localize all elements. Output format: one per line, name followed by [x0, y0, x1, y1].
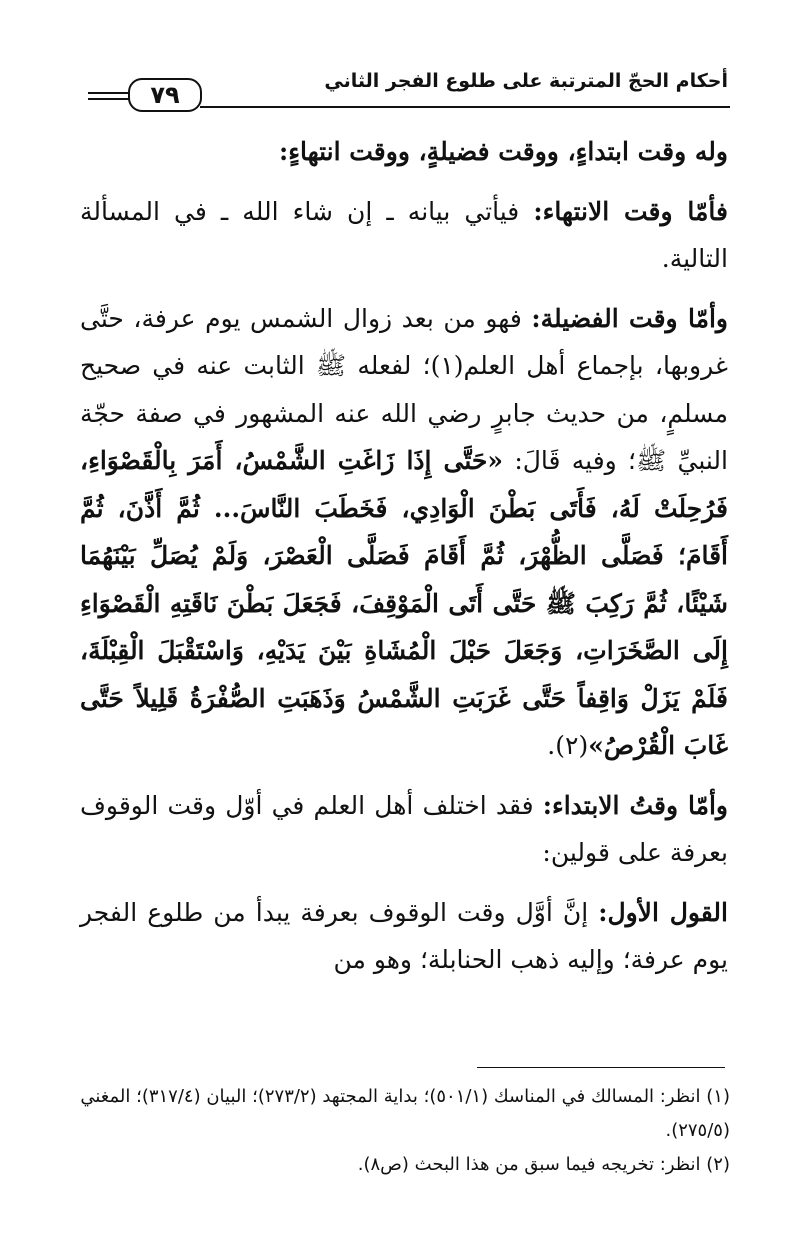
- paragraph-lead: القول الأول:: [598, 897, 728, 927]
- paragraph-text: فهو من بعد زوال الشمس يوم عرفة، حتَّى غروبها، بإجماع أهل العلم(١)؛ لفعله ﷺ الثابت عنه في صحيح مسلمٍ، من حديث جابرٍ رضي الله عنه المشهور في صفة حجّة النبيِّ ﷺ؛ وفيه قَالَ:: [80, 303, 728, 475]
- paragraph: [80, 782, 728, 877]
- paragraph-text: فقد اختلف أهل العلم في أوّل وقت الوقوف بعرفة على قولين:: [80, 790, 728, 867]
- paragraph: [80, 295, 728, 770]
- hadith-quote: «حَتَّى إِذَا زَاغَتِ الشَّمْسُ، أَمَرَ بِالْقَصْوَاءِ، فَرُحِلَتْ لَهُ، فَأَتَى بَطْنَ الْوَادِي، فَخَطَبَ النَّاسَ... ثُمَّ أَذَّنَ، ثُمَّ أَقَامَ؛ فَصَلَّى الظُّهْرَ، ثُمَّ أَقَامَ فَصَلَّى الْعَصْرَ، وَلَمْ يُصَلِّ بَيْنَهُمَا شَيْئًا، ثُمَّ رَكِبَ ﷺ حَتَّى أَتَى الْمَوْقِفَ، فَجَعَلَ بَطْنَ نَاقَتِهِ الْقَصْوَاءِ إِلَى الصَّخَرَاتِ، وَجَعَلَ حَبْلَ الْمُشَاةِ بَيْنَ يَدَيْهِ، وَاسْتَقْبَلَ الْقِبْلَةَ، فَلَمْ يَزَلْ وَاقِفاً حَتَّى غَرَبَتِ الشَّمْسُ وَذَهَبَتِ الصُّفْرَةُ قَلِيلاً حَتَّى غَابَ الْقُرْصُ»: [80, 446, 728, 760]
- paragraph: [80, 889, 728, 984]
- footnote-separator: [477, 1067, 725, 1068]
- header-rule-left: [88, 92, 130, 94]
- paragraph-lead: وأمّا وقتُ الابتداء:: [542, 790, 728, 820]
- paragraph-text: فيأتي بيانه ـ إن شاء الله ـ في المسألة التالية.: [80, 196, 728, 273]
- footnote: (٢) انظر: تخريجه فيما سبق من هذا البحث (ص٨).: [357, 1154, 730, 1175]
- page-number: ٧٩: [128, 78, 202, 112]
- paragraph-lead: وأمّا وقت الفضيلة:: [531, 303, 728, 333]
- paragraph: [80, 188, 728, 283]
- footnote-ref: (٢).: [547, 731, 589, 760]
- footnotes: [80, 1080, 730, 1182]
- header-rule-left: [88, 98, 130, 100]
- paragraph-text: إنَّ أوَّل وقت الوقوف بعرفة يبدأ من طلوع الفجر يوم عرفة؛ وإليه ذهب الحنابلة؛ وهو من: [80, 897, 728, 974]
- header-rule: [200, 106, 730, 108]
- footnote: (١) انظر: المسالك في المناسك (٥٠١/١)؛ بداية المجتهد (٢٧٣/٢)؛ البيان (٣١٧/٤)؛ المغني (٢٧٥/٥).: [80, 1086, 730, 1141]
- paragraph-lead: فأمّا وقت الانتهاء:: [533, 196, 728, 226]
- heading-line: وله وقت ابتداءٍ، ووقت فضيلةٍ، ووقت انتهاءٍ:: [278, 137, 728, 166]
- page-header: [80, 58, 730, 118]
- paragraph: [80, 128, 728, 176]
- running-title: أحكام الحجّ المترتبة على طلوع الفجر الثاني: [324, 70, 728, 92]
- main-text: [80, 128, 728, 984]
